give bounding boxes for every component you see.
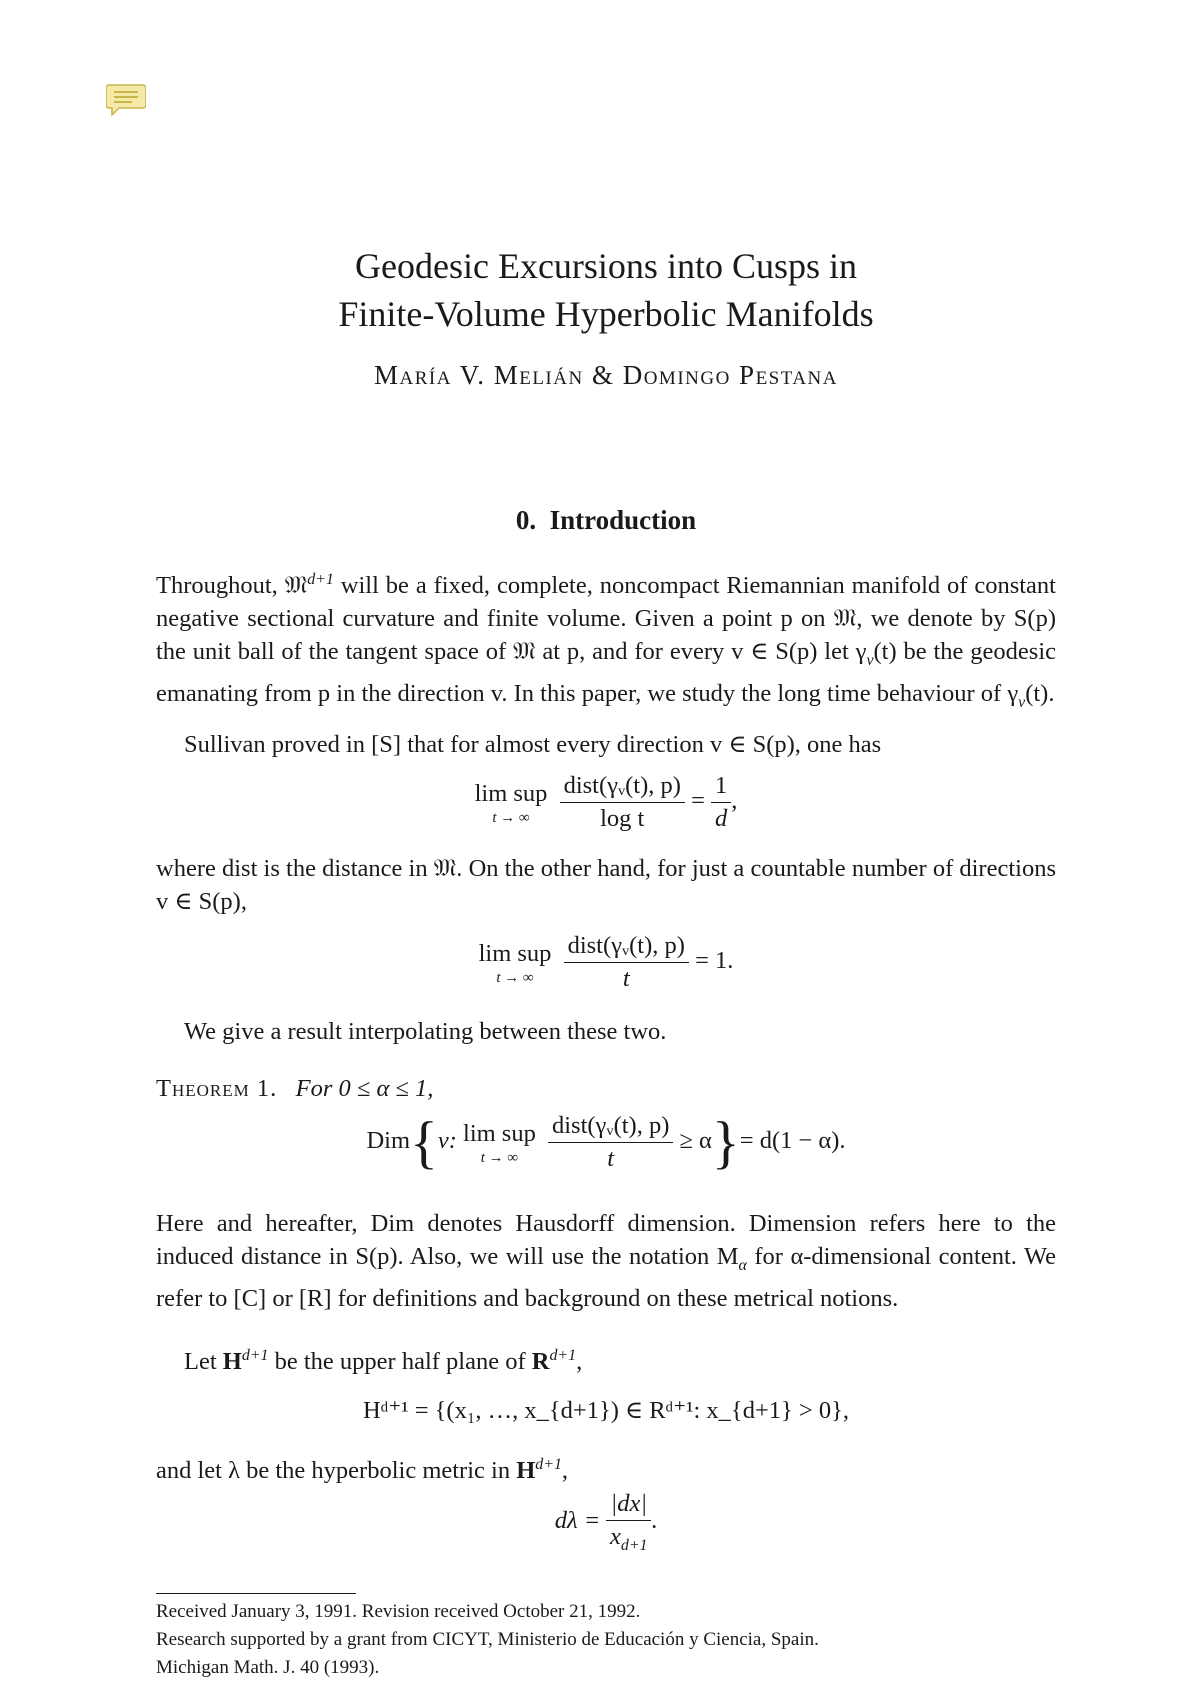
p1-sub-2: v: [1018, 693, 1026, 711]
paragraph-7: and let λ be the hyperbolic metric in $H^{d+1}$,: [156, 1456, 569, 1485]
title-line-1: Geodesic Excursions into Cusps in: [355, 246, 857, 286]
footnote-rule: [156, 1593, 356, 1594]
eq1-rhs-fraction: $\frac{1}{d}$: [711, 772, 731, 833]
theorem-equation: Dim{v: lim sup t → ∞ $\frac{\text{dist(γᵥ(t), p)}}{t}$ ≥ α}= d(1 − α).: [366, 1109, 846, 1175]
paper-title: [156, 242, 1056, 338]
footnote-support: Research supported by a grant from CICYT, Ministerio de Educación y Ciencia, Spain.: [156, 1629, 819, 1650]
footnote-journal: Michigan Math. J. 40 (1993).: [156, 1657, 380, 1678]
eq4-fraction: $\frac{|dx|}{x_{d+1}}$: [606, 1490, 651, 1555]
section-heading: [156, 505, 1056, 536]
section-name: Introduction: [549, 505, 697, 535]
eq1-limsup: lim sup t → ∞: [474, 779, 548, 826]
theorem-limsup: lim sup t → ∞: [463, 1119, 536, 1166]
paragraph-5: Here and hereafter, Dim denotes Hausdorff dimension. Dimension refers here to the induced distance in S(p). Also, we will use the notation $M_\alpha$ for α-dimensional content. We refer to [C] or [R] for definitions and background on these metrical notions.: [156, 1210, 1057, 1312]
p1-sup: d+1: [307, 571, 334, 588]
p1-text-d: (t).: [1025, 680, 1055, 708]
theorem-fraction: $\frac{\text{dist(γᵥ(t), p)}}{t}$: [548, 1112, 673, 1173]
comment-note-icon[interactable]: [106, 80, 146, 120]
eq2-limsup: lim sup t → ∞: [478, 939, 552, 986]
title-line-2: Finite-Volume Hyperbolic Manifolds: [338, 294, 874, 334]
equation-1: lim sup t → ∞ $\frac{\text{dist(γᵥ(t), p)}}{\text{log t}}$ = $\frac{1}{d}$ ,: [474, 772, 738, 832]
equation-4: dλ = $\frac{|dx|}{x_{d+1}}$ .: [554, 1490, 658, 1554]
equation-3: Hᵈ⁺¹ = {(x₁, …, x_{d+1}) ∈ Rᵈ⁺¹: x_{d+1} > 0},: [363, 1397, 849, 1424]
equation-2: lim sup t → ∞ $\frac{\text{dist(γᵥ(t), p)}}{t}$ = 1.: [478, 932, 734, 992]
p1-sub: v: [866, 652, 874, 670]
eq2-fraction: $\frac{\text{dist(γᵥ(t), p)}}{t}$: [564, 932, 689, 993]
intro-paragraph-4: We give a result interpolating between these two.: [184, 1018, 667, 1045]
paragraph-6: Let $H^{d+1}$ be the upper half plane of $R^{d+1}$,: [184, 1347, 583, 1376]
p1-text-a: Throughout, 𝔐: [156, 572, 308, 600]
p1-text-c: (t) be the geodesic emanating from p in the direction v. In this paper, we study the long time behaviour of γ: [156, 638, 1057, 708]
eq1-fraction: $\frac{\text{dist(γᵥ(t), p)}}{\text{log t}}$: [560, 772, 685, 833]
theorem-label: Theorem 1.: [156, 1075, 278, 1102]
authors: María V. Melián & Domingo Pestana: [373, 360, 838, 390]
theorem-statement: For 0 ≤ α ≤ 1,: [295, 1075, 434, 1102]
intro-paragraph-2: Sullivan proved in [S] that for almost every direction v ∈ S(p), one has: [184, 731, 882, 758]
footnote-received: Received January 3, 1991. Revision received October 21, 1992.: [156, 1601, 641, 1622]
p1-text-b: will be a fixed, complete, noncompact Riemannian manifold of constant negative sectional curvature and finite volume. Given a point p on 𝔐, we denote by S(p) the unit ball of the tangent space of 𝔐 at p, and for every v ∈ S(p) let γ: [156, 572, 1056, 666]
section-number: 0.: [515, 505, 537, 535]
intro-paragraph-3: where dist is the distance in 𝔐. On the other hand, for just a countable number of directions v ∈ S(p),: [156, 855, 1056, 915]
intro-paragraph-1: [156, 563, 1056, 719]
theorem-1: [156, 1072, 1056, 1105]
